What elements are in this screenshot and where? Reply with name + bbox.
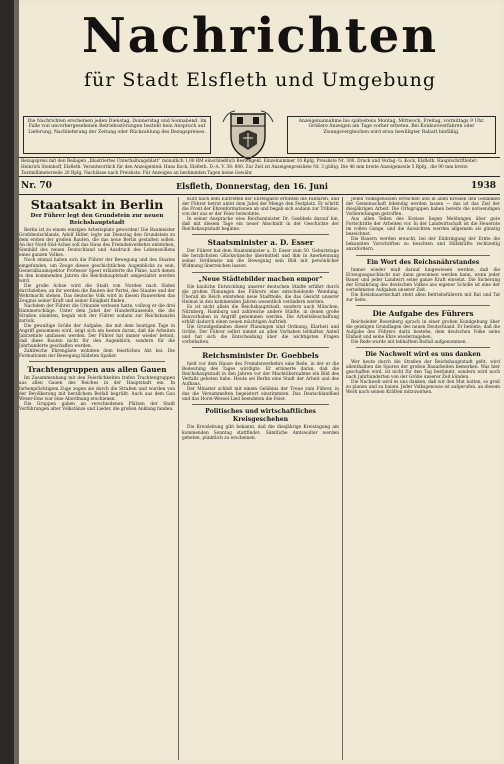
section-headline: Reichsminister Dr. Goebbels [202, 351, 319, 361]
article-column-3 [346, 197, 500, 760]
article-paragraph: Noch einmal haben sich die Führer der Bewegung und des Staates eingefunden, um Zeuge dieses geschichtlichen Augenblicks zu sein. Generalbauinspektor Professor Speer erläuterte die Pläne, nach denen in den kommenden Jahren die Reichshauptstadt umgestaltet werden wird. [19, 258, 175, 284]
article-paragraph: Die Nachwelt wird es uns danken, daß wir den Mut hatten, so groß zu planen und zu bauen. Jeder Volksgenosse ist aufgerufen, an diesem Werk nach seinen Kräften mitzuwirken. [346, 380, 500, 396]
section-headline: Politisches und wirtschaftliches Kreisgeschehen [205, 408, 316, 424]
section-headline: Staatsminister a. D. Esser [207, 238, 314, 248]
article-paragraph: Berlin ist zu einem einzigen Arbeitsplatz geworden! Die Baumeister Großdeutschlands, Adolf Hitler, legte am Dienstag den Grundstein zu dem ersten der großen Bauten, die das neue Berlin gestalten sollen. An der Nord-Süd-Achse soll das Haus des Fremdenverkehrs entstehen, Sinnbild des neuen Deutschland und Ausdruck des Lebenswillens eines ganzen Volkes. [19, 228, 175, 259]
article-paragraph: Der Führer hat dem Staatsminister a. D. Esser zum 50. Geburtstage die herzlichsten Glückwünsche übermittelt und ihm in Anerkennung seiner Verdienste um die Bewegung sein Bild mit persönlicher Widmung überreichen lassen. [182, 249, 339, 270]
article-paragraph: Es ist nicht allein die Reichshauptstadt, sondern auch München, Nürnberg, Hamburg und zahlreiche andere Städte, in denen große Bauvorhaben in Angriff genommen werden. Die Arbeitsbeschaffung erhält dadurch einen neuen mächtigen Auftrieb. [182, 304, 339, 325]
section-divider [356, 347, 490, 348]
article-paragraph: Die Bauern werden ersucht, bei der Einbringung der Ernte die bekannten Vorschriften zu beachten und Hilfskräfte rechtzeitig anzufordern. [346, 237, 500, 253]
article-paragraph: Nachdem der Führer die Urkunde verlesen hatte, vollzog er die drei Hammerschläge. Unter dem Jubel der Hunderttausende, die die Straßen säumten, begab sich der Führer sodann zur Reichskanzlei zurück. [19, 303, 175, 325]
article-paragraph: Immer wieder muß darauf hingewiesen werden, daß die Erzeugungsschlacht nur dann gewonnen werden kann, wenn jeder Bauer und jeder Landwirt seine ganze Kraft einsetzt. Die Sicherung der Ernährung des deutschen Volkes aus eigener Scholle ist eine der vornehmsten Aufgaben unserer Zeit. [346, 267, 500, 293]
article-paragraph: Die bauliche Entwicklung unserer deutschen Städte erfährt durch die großen Planungen des Führers eine entscheidende Wendung. Überall im Reich entstehen neue Stadtteile, die das Gesicht unserer Heimat in den kommenden Jahren wesentlich verändern werden. [182, 284, 339, 305]
section-headline: „Neue Städtebilder machen empor“ [198, 275, 323, 283]
dateline-bar [19, 179, 500, 195]
town-crest-icon [217, 108, 279, 162]
article-paragraph: Reichsleiter Rosenberg sprach in einer großen Kundgebung über die geistigen Grundlagen des neuen Deutschland. Er betonte, daß die Aufgabe des Führers darin bestehe, dem deutschen Volke seine Einheit und seine Ehre wiederzugeben. [346, 319, 500, 340]
article-paragraph: Aus allen Teilen des Kreises liegen Meldungen über gute Fortschritte der Arbeiten vor. In der Landwirtschaft ist die Heuernte im vollen Gange, und die Aussichten werden allgemein als günstig bezeichnet. [346, 217, 500, 238]
masthead-subtitle: für Stadt Elsfleth und Umgebung [83, 69, 437, 91]
article-paragraph: Die gewaltige Größe der Aufgabe, die mit dem heutigen Tage in Angriff genommen wird, zeigt sich am besten daran, daß die Arbeiten Jahrzehnte umfassen werden. Der Führer hat immer wieder betont, daß diese Bauten nicht für den Augenblick, sondern für die Jahrhunderte geschaffen werden. [19, 324, 175, 350]
advertising-info-box: Anzeigenannahme bis spätestens Montag, Mittwoch, Freitag, vormittags 9 Uhr. Größere Anzeigen am Tage vorher erbeten. Bei Konkursverfahren oder Zwangsvergleichen wird etwa bewilligter Rabatt hinfällig. [287, 116, 496, 154]
section-headline: Die Aufgabe des Führers [372, 308, 474, 318]
article-paragraph: Der Minister schloß mit einem Gelöbnis der Treue zum Führer, in das die Versammelten begeistert einstimmten. Das Deutschlandlied und das Horst-Wessel-Lied beendeten die Feier. [182, 387, 339, 403]
lead-subheadline: Der Führer legt den Grundstein zur neuen Reichshauptstadt [30, 213, 164, 226]
issue-number: Nr. 70 [21, 181, 52, 191]
issue-date: Elsfleth, Donnerstag, den 16. Juni [176, 181, 328, 191]
article-paragraph: Wer heute durch die Straßen der Reichshauptstadt geht, wird allenthalben die Spuren der großen Bauarbeiten bemerken. Was hier geschaffen wird, ist nicht für den Tag bestimmt, sondern wird noch nach Jahrhunderten von der Größe unserer Zeit künden. [346, 360, 500, 381]
article-paragraph: In seiner Ansprache wies Reichsminister Dr. Goebbels darauf hin, daß mit diesem Tage ein neuer Abschnitt in der Geschichte der Reichshauptstadt beginne. [182, 217, 339, 233]
article-paragraph: Die Rede wurde mit lebhaftem Beifall aufgenommen. [351, 340, 467, 346]
article-paragraph: hielt vor dem Hause des Fremdenverkehrs eine Rede, in der er die Bedeutung des Tages würdigte. Er erinnerte daran, daß die Reichshauptstadt in den Jahren vor der Machtübernahme ein Bild des Verfalls geboten habe. Heute sei Berlin eine Stadt der Arbeit und des Aufbaus. [182, 362, 339, 388]
article-paragraph: Die Gruppen gaben an verschiedenen Plätzen der Stadt Vorführungen alter Volkstänze und Lieder, die großen Anklang fanden. [19, 401, 175, 412]
article-paragraph: Im Zusammenhang mit den Feierlichkeiten trafen Trachtengruppen aus allen Gauen des Reiches in der Hauptstadt ein. In farbenprächtigem Zuge zogen sie durch die Straßen und wurden von der Bevölkerung mit herzlichem Beifall begrüßt. Auch aus dem Gau Weser-Ems war eine Abordnung erschienen. [19, 376, 175, 402]
publication-info-box: Die Nachrichten erscheinen jeden Dienstag, Donnerstag und Sonnabend. Im Falle von unvorhergesehenen Betriebsstörungen besteht kein Anspruch auf Lieferung, Nachlieferung der Zeitung oder Rückzahlung des Bezugspreises. [23, 116, 211, 154]
section-divider [29, 361, 165, 362]
section-divider [192, 404, 329, 405]
section-headline: Trachtengruppen aus allen Gauen [27, 365, 167, 375]
section-divider [192, 347, 329, 348]
section-divider [192, 272, 329, 273]
section-divider [356, 305, 490, 306]
paper-sheet [19, 4, 500, 760]
article-paragraph: Die Kreisleitung gibt bekannt, daß die diesjährige Kreistagung am kommenden Sonntag stattfindet. Sämtliche Amtswalter werden gebeten, pünktlich zu erscheinen. [182, 425, 339, 441]
section-headline: Die Nachwelt wird es uns danken [365, 351, 481, 359]
article-paragraph: Kurz nach dem Eintreffen der Ehrengäste ertönten die Fanfaren, und der Führer betrat unter dem Jubel der Menge den Festplatz. Er schritt die Front der Ehrenformationen ab und begab sich sodann zur Tribüne, von der aus er der Feier beiwohnte. [182, 197, 339, 218]
article-paragraph: Jeden Volksgenossen erreichen und in allen Kreisen den Gedanken der Gemeinschaft lebendig werden lassen — das ist das Ziel der diesjährigen Arbeit. Die Ortsgruppen haben bereits die notwendigen Vorbereitungen getroffen. [346, 197, 500, 218]
section-divider [356, 255, 490, 256]
column-rule [178, 197, 179, 760]
subscription-notice: Bezugspreis mit den Beilagen „Illustriertes Unterhaltungsblatt“ monatlich 1,00 RM einschließlich Bestellgeld. Einzelnummer 10 Rpfg. Preisliste Nr. 300. Druck und Verlag: G. Kock, Elsfleth. Hauptschriftleiter: Heinrich Steinhoff, Elsfleth. Verantwortlich für den Anzeigenteil: Hans Kock, Elsfleth. D.-A. V. 38: 800. Zur Zeit ist Anzeigenpreisliste Nr. 3 gültig. Die 46 mm breite Anzeigenzeile 5 Rpfg., die 90 mm breite Textmillimeterzeile 20 Rpfg. Nachlässe nach Preisliste. Für Anzeigen an bestimmten Tagen keine Gewähr. [19, 157, 500, 177]
article-column-2 [182, 197, 339, 760]
column-rule [342, 197, 343, 760]
article-paragraph: Die große Achse wird die Stadt von Norden nach Süden durchziehen; an ihr werden die Bauten der Partei, des Staates und der Wehrmacht stehen. Das deutsche Volk wird in diesen Bauwerken das Zeugnis seiner Kraft und seiner Einigkeit finden. [19, 283, 175, 304]
article-paragraph: Die Grundgedanken dieser Planungen sind Ordnung, Klarheit und Größe. Der Führer selbst nimmt an allen Vorhaben lebhaften Anteil und hat sich die Entscheidung über die wichtigsten Fragen vorbehalten. [182, 324, 339, 346]
lead-headline: Staatsakt in Berlin [30, 197, 164, 212]
binding-edge [0, 0, 14, 764]
issue-year: 1938 [470, 181, 496, 191]
article-paragraph: Die Kreisbauernschaft steht allen Betriebsführern mit Rat und Tat zur Seite. [346, 292, 500, 303]
section-divider [192, 234, 329, 235]
article-column-1 [19, 197, 175, 760]
section-headline: Ein Wort des Reichsnährstandes [366, 258, 480, 266]
masthead-title: Nachrichten [81, 10, 439, 62]
article-paragraph: Zahlreiche Ehrengäste wohnten dem feierlichen Akt bei. Die Formationen der Bewegung bildeten Spalier. [19, 349, 175, 360]
